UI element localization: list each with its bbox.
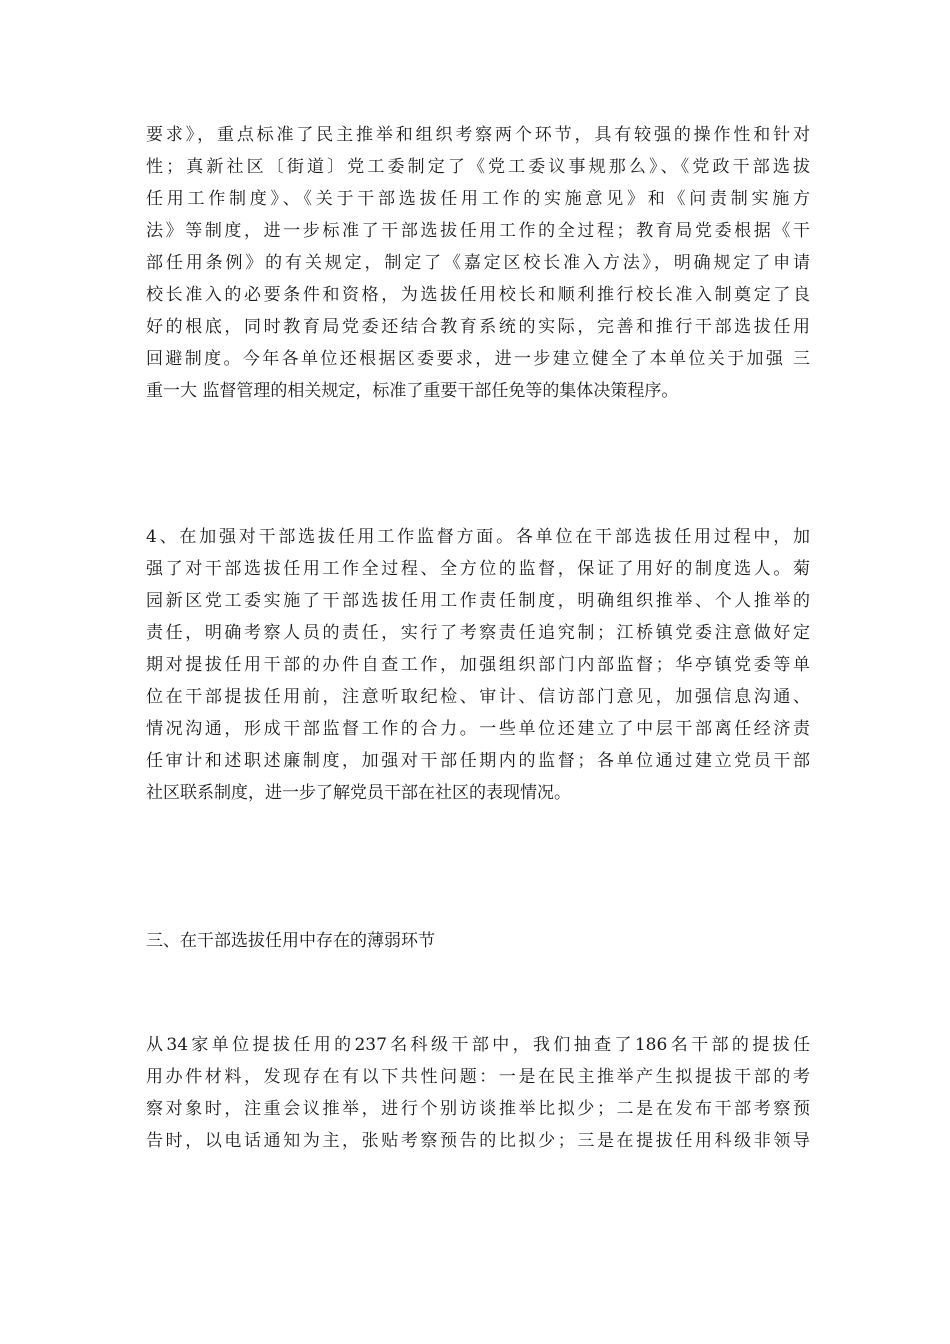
text-line: 好的根底，同时教育局党委还结合教育系统的实际，完善和推行干部选拔任用 xyxy=(146,317,810,337)
text-line: 园新区党工委实施了干部选拔任用工作责任制度，明确组织推举、个人推举的 xyxy=(146,591,810,611)
text-line: 责任，明确考察人员的责任，实行了考察责任追究制；江桥镇党委注意做好定 xyxy=(146,623,810,643)
paragraph-3 xyxy=(146,1029,810,1157)
text-line: 任审计和述职述廉制度，加强对干部任期内的监督；各单位通过建立党员干部 xyxy=(146,751,810,771)
text-line: 察对象时，注重会议推举，进行个别访谈推举比拟少；二是在发布干部考察预 xyxy=(146,1099,810,1119)
paragraph-1 xyxy=(146,119,810,407)
section-heading: 三、在干部选拔任用中存在的薄弱环节 xyxy=(146,931,435,951)
text-line: 用办件材料，发现存在有以下共性问题：一是在民主推举产生拟提拔干部的考 xyxy=(146,1067,810,1087)
text-line: 性；真新社区〔街道〕党工委制定了《党工委议事规那么》、《党政干部选拔 xyxy=(146,157,810,177)
text-line: 任用工作制度》、《关于干部选拔任用工作的实施意见》和《问责制实施方 xyxy=(146,189,810,209)
text-line: 从34家单位提拔任用的237名科级干部中，我们抽查了186名干部的提拔任 xyxy=(146,1035,810,1055)
text-line: 法》等制度，进一步标准了干部选拔任用工作的全过程；教育局党委根据《干 xyxy=(146,221,810,241)
text-line: 期对提拔任用干部的办件自查工作，加强组织部门内部监督；华亭镇党委等单 xyxy=(146,655,810,675)
text-line: 位在干部提拔任用前，注意听取纪检、审计、信访部门意见，加强信息沟通、 xyxy=(146,687,810,707)
text-line: 告时，以电话通知为主，张贴考察预告的比拟少；三是在提拔任用科级非领导 xyxy=(146,1131,810,1151)
text-line: 4、在加强对干部选拔任用工作监督方面。各单位在干部选拔任用过程中，加 xyxy=(146,527,810,547)
text-line: 回避制度。今年各单位还根据区委要求，进一步建立健全了本单位关于加强 三 xyxy=(146,349,810,369)
text-line: 校长准入的必要条件和资格，为选拔任用校长和顺利推行校长准入制奠定了良 xyxy=(146,285,810,305)
text-line: 重一大 监督管理的相关规定，标准了重要干部任免等的集体决策程序。 xyxy=(146,381,679,401)
text-line: 社区联系制度，进一步了解党员干部在社区的表现情况。 xyxy=(146,783,571,803)
text-line: 要求》，重点标准了民主推举和组织考察两个环节，具有较强的操作性和针对 xyxy=(146,125,810,145)
text-line: 强了对干部选拔任用工作全过程、全方位的监督，保证了用好的制度选人。菊 xyxy=(146,559,810,579)
text-line: 部任用条例》的有关规定，制定了《嘉定区校长准入方法》，明确规定了申请 xyxy=(146,253,810,273)
paragraph-2 xyxy=(146,521,810,809)
text-line: 情况沟通，形成干部监督工作的合力。一些单位还建立了中层干部离任经济责 xyxy=(146,719,810,739)
